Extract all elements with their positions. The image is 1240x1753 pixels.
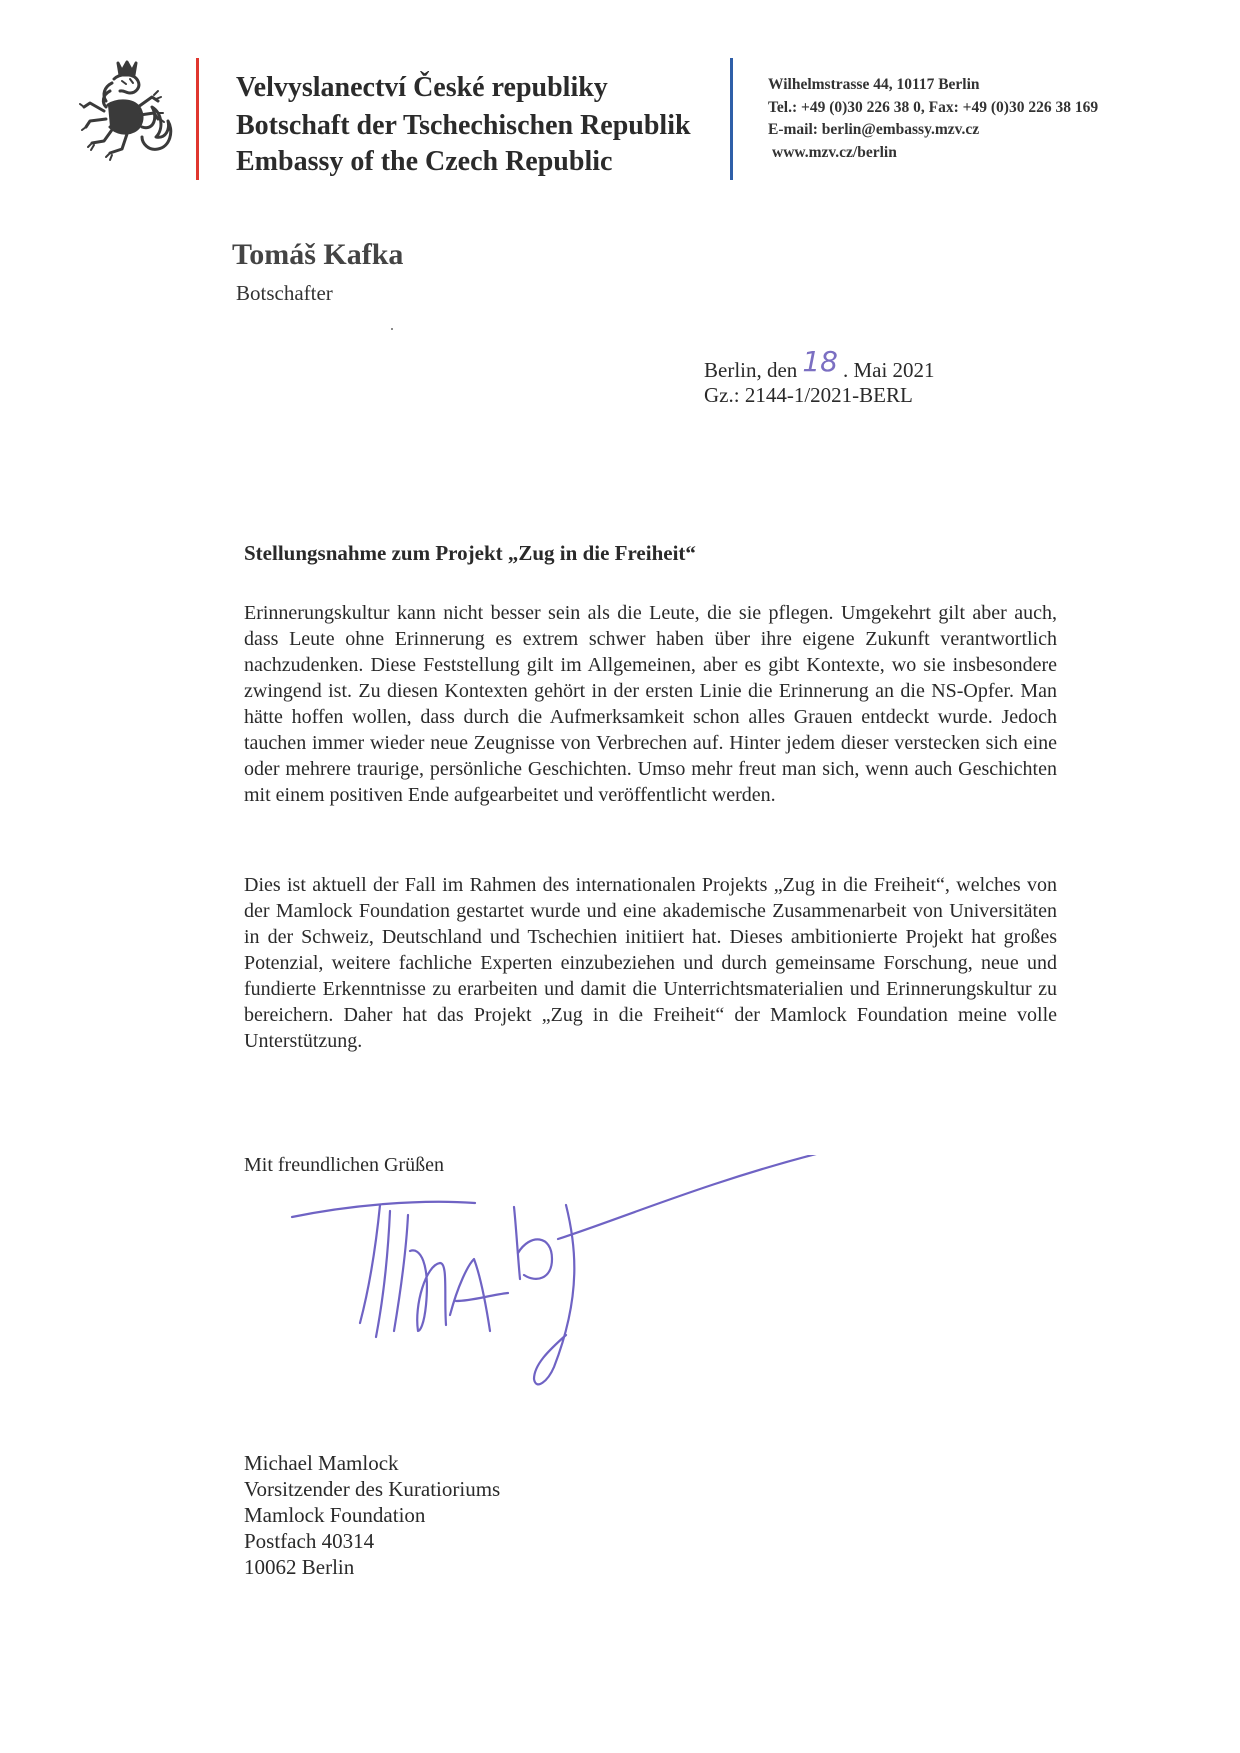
recipient-role: Vorsitzender des Kuratioriums	[244, 1477, 501, 1501]
sender-name: Tomáš Kafka	[232, 238, 404, 271]
body-paragraph: Erinnerungskultur kann nicht besser sein als die Leute, die sie pflegen. Umgekehrt gilt aber auch, dass Leute ohne Erinnerung es extrem schwer haben über ihre eigene Zukunft verantwortlich nachzudenken. Diese Feststellung gilt im Allgemeinen, aber es gibt Kontexte, wo sie insbesondere zwingend ist. Zu diesen Kontexten gehört in der ersten Linie die Erinnerung an die NS-Opfer. Man hätte hoffen wollen, dass durch die Aufmerksamkeit schon alles Grauen entdeckt wurde. Jedoch tauchen immer wieder neue Zeugnisse von Verbrechen auf. Hinter jedem dieser verstecken sich eine oder mehrere traurige, persönliche Geschichten. Umso mehr freut man sich, wenn auch Geschichten mit einem positiven Ende aufgearbeitet und veröffentlicht werden.	[244, 602, 1057, 806]
embassy-name-czech: Velvyslanectví České republiky	[236, 72, 608, 103]
contact-email: E-mail: berlin@embassy.mzv.cz	[768, 121, 980, 138]
recipient-po-box: Postfach 40314	[244, 1529, 375, 1553]
closing-salutation: Mit freundlichen Grüßen	[244, 1154, 444, 1176]
czech-lion-emblem-icon	[74, 57, 178, 179]
recipient-name: Michael Mamlock	[244, 1451, 399, 1475]
date-line	[704, 345, 935, 384]
sender-title: Botschafter	[236, 281, 333, 305]
recipient-organization: Mamlock Foundation	[244, 1503, 426, 1527]
contact-website: www.mzv.cz/berlin	[772, 144, 897, 161]
letterhead-red-rule	[196, 58, 199, 180]
reference-number: Gz.: 2144-1/2021-BERL	[704, 383, 913, 407]
date-suffix: . Mai 2021	[842, 358, 935, 382]
contact-address: Wilhelmstrasse 44, 10117 Berlin	[768, 76, 980, 93]
letter-subject: Stellungsnahme zum Projekt „Zug in die Freiheit“	[244, 541, 696, 565]
embassy-name-english: Embassy of the Czech Republic	[236, 146, 613, 177]
date-prefix: Berlin, den	[704, 358, 798, 382]
date-day-handwritten: 18	[802, 345, 838, 378]
handwritten-signature	[290, 1155, 850, 1415]
recipient-city: 10062 Berlin	[244, 1555, 355, 1579]
body-paragraph: Dies ist aktuell der Fall im Rahmen des internationalen Projekts „Zug in die Freiheit“, welches von der Mamlock Foundation gestartet wurde und eine akademische Zusammenarbeit von Universitäten in der Schweiz, Deutschland und Tschechien initiiert hat. Dieses ambitionierte Projekt hat großes Potenzial, weitere fachliche Experten einzubeziehen und durch gemeinsame Forschung, neue und fundierte Erkenntnisse zu erarbeiten und damit die Unterrichtsmaterialien und Erinnerungskultur zu bereichern. Daher hat das Projekt „Zug in die Freiheit“ der Mamlock Foundation meine volle Unterstützung.	[244, 874, 1057, 1052]
contact-phone-fax: Tel.: +49 (0)30 226 38 0, Fax: +49 (0)30 226 38 169	[768, 99, 1099, 116]
scan-speck	[391, 328, 393, 330]
letterhead-blue-rule	[730, 58, 733, 180]
embassy-name-german: Botschaft der Tschechischen Republik	[236, 110, 691, 141]
